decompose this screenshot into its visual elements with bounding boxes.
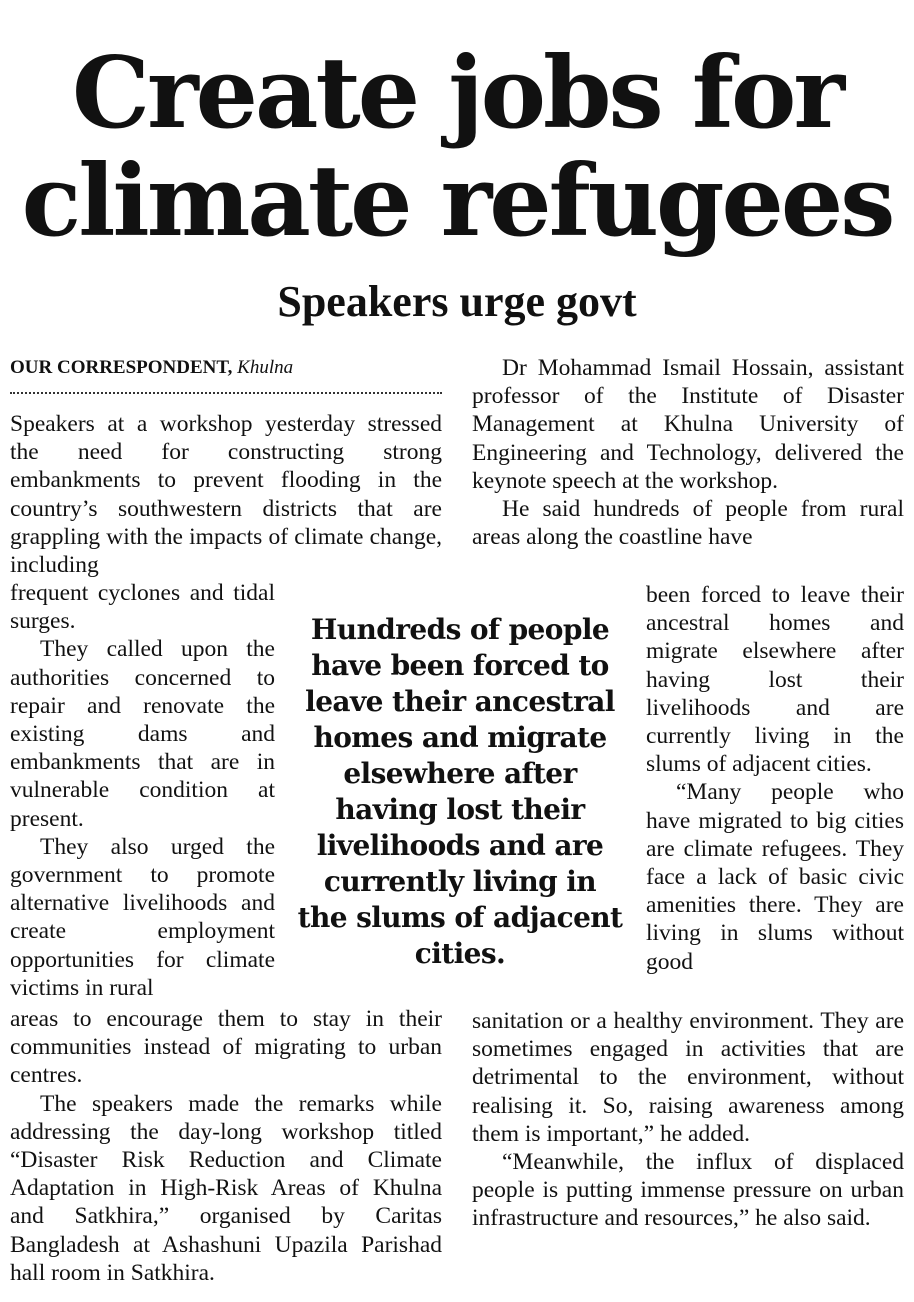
right-paragraph-4: “Meanwhile, the influx of displaced people is putting immense pressure on urban infrastructure and resources,” he also said. — [472, 1149, 904, 1232]
right-column-top — [472, 354, 904, 551]
right-column-bottom — [472, 1007, 904, 1233]
byline-author: OUR CORRESPONDENT, — [10, 357, 233, 378]
left-paragraph-1-top: Speakers at a workshop yesterday stressed the need for constructing strong embankments to prevent flooding in the country’s southwestern districts that are grappling with the impacts of climate change, including — [10, 411, 442, 579]
right-paragraph-3-start: “Many people who have migrated to big cities are climate refugees. They face a lack of basic civic amenities there. They are living in slums without good — [646, 779, 904, 975]
right-paragraph-2-start: He said hundreds of people from rural areas along the coastline have — [472, 496, 904, 551]
right-paragraph-1: Dr Mohammad Ismail Hossain, assistant professor of the Institute of Disaster Management at Khulna University of Engineering and Technology, delivered the keynote speech at the workshop. — [472, 355, 904, 494]
left-paragraph-4: The speakers made the remarks while addressing the day-long workshop titled “Disaster Risk Reduction and Climate Adaptation in High-Risk Areas of Khulna and Satkhira,” organised by Caritas Bangladesh at Ashashuni Upazila Parishad hall room in Satkhira. — [10, 1090, 442, 1286]
byline — [10, 356, 442, 380]
subheadline: Speakers urge govt — [277, 277, 637, 326]
right-column-wrap — [646, 581, 904, 976]
byline-divider — [10, 392, 442, 394]
left-paragraph-1-end: frequent cyclones and tidal surges. — [10, 580, 275, 635]
right-paragraph-2-end: been forced to leave their ancestral homes and migrate elsewhere after having lost their livelihoods and are currently living in the slums of adjacent cities. — [646, 582, 904, 778]
left-paragraph-3-end: areas to encourage them to stay in their communities instead of migrating to urban centres. — [10, 1006, 442, 1089]
left-paragraph-3-start: They also urged the government to promote alternative livelihoods and create employment opportunities for climate victims in rural — [10, 833, 275, 1001]
left-column-bottom — [10, 1005, 442, 1287]
pull-quote: Hundreds of people have been forced to leave their ancestral homes and migrate elsewhere after having lost their livelihoods and are currently living in the slums of adjacent cities. — [297, 613, 623, 970]
right-paragraph-3-end: sanitation or a healthy environment. They are sometimes engaged in activities that are detrimental to the environment, without realising it. So, raising awareness among them is important,” he added. — [472, 1008, 904, 1147]
headline: Create jobs for climate refugees — [21, 36, 893, 259]
left-column-top — [10, 410, 442, 579]
left-paragraph-2: They called upon the authorities concerned to repair and renovate the existing dams and embankments that are in vulnerable condition at present. — [10, 636, 275, 832]
byline-location: Khulna — [237, 357, 294, 378]
left-column-wrap — [10, 579, 275, 1002]
